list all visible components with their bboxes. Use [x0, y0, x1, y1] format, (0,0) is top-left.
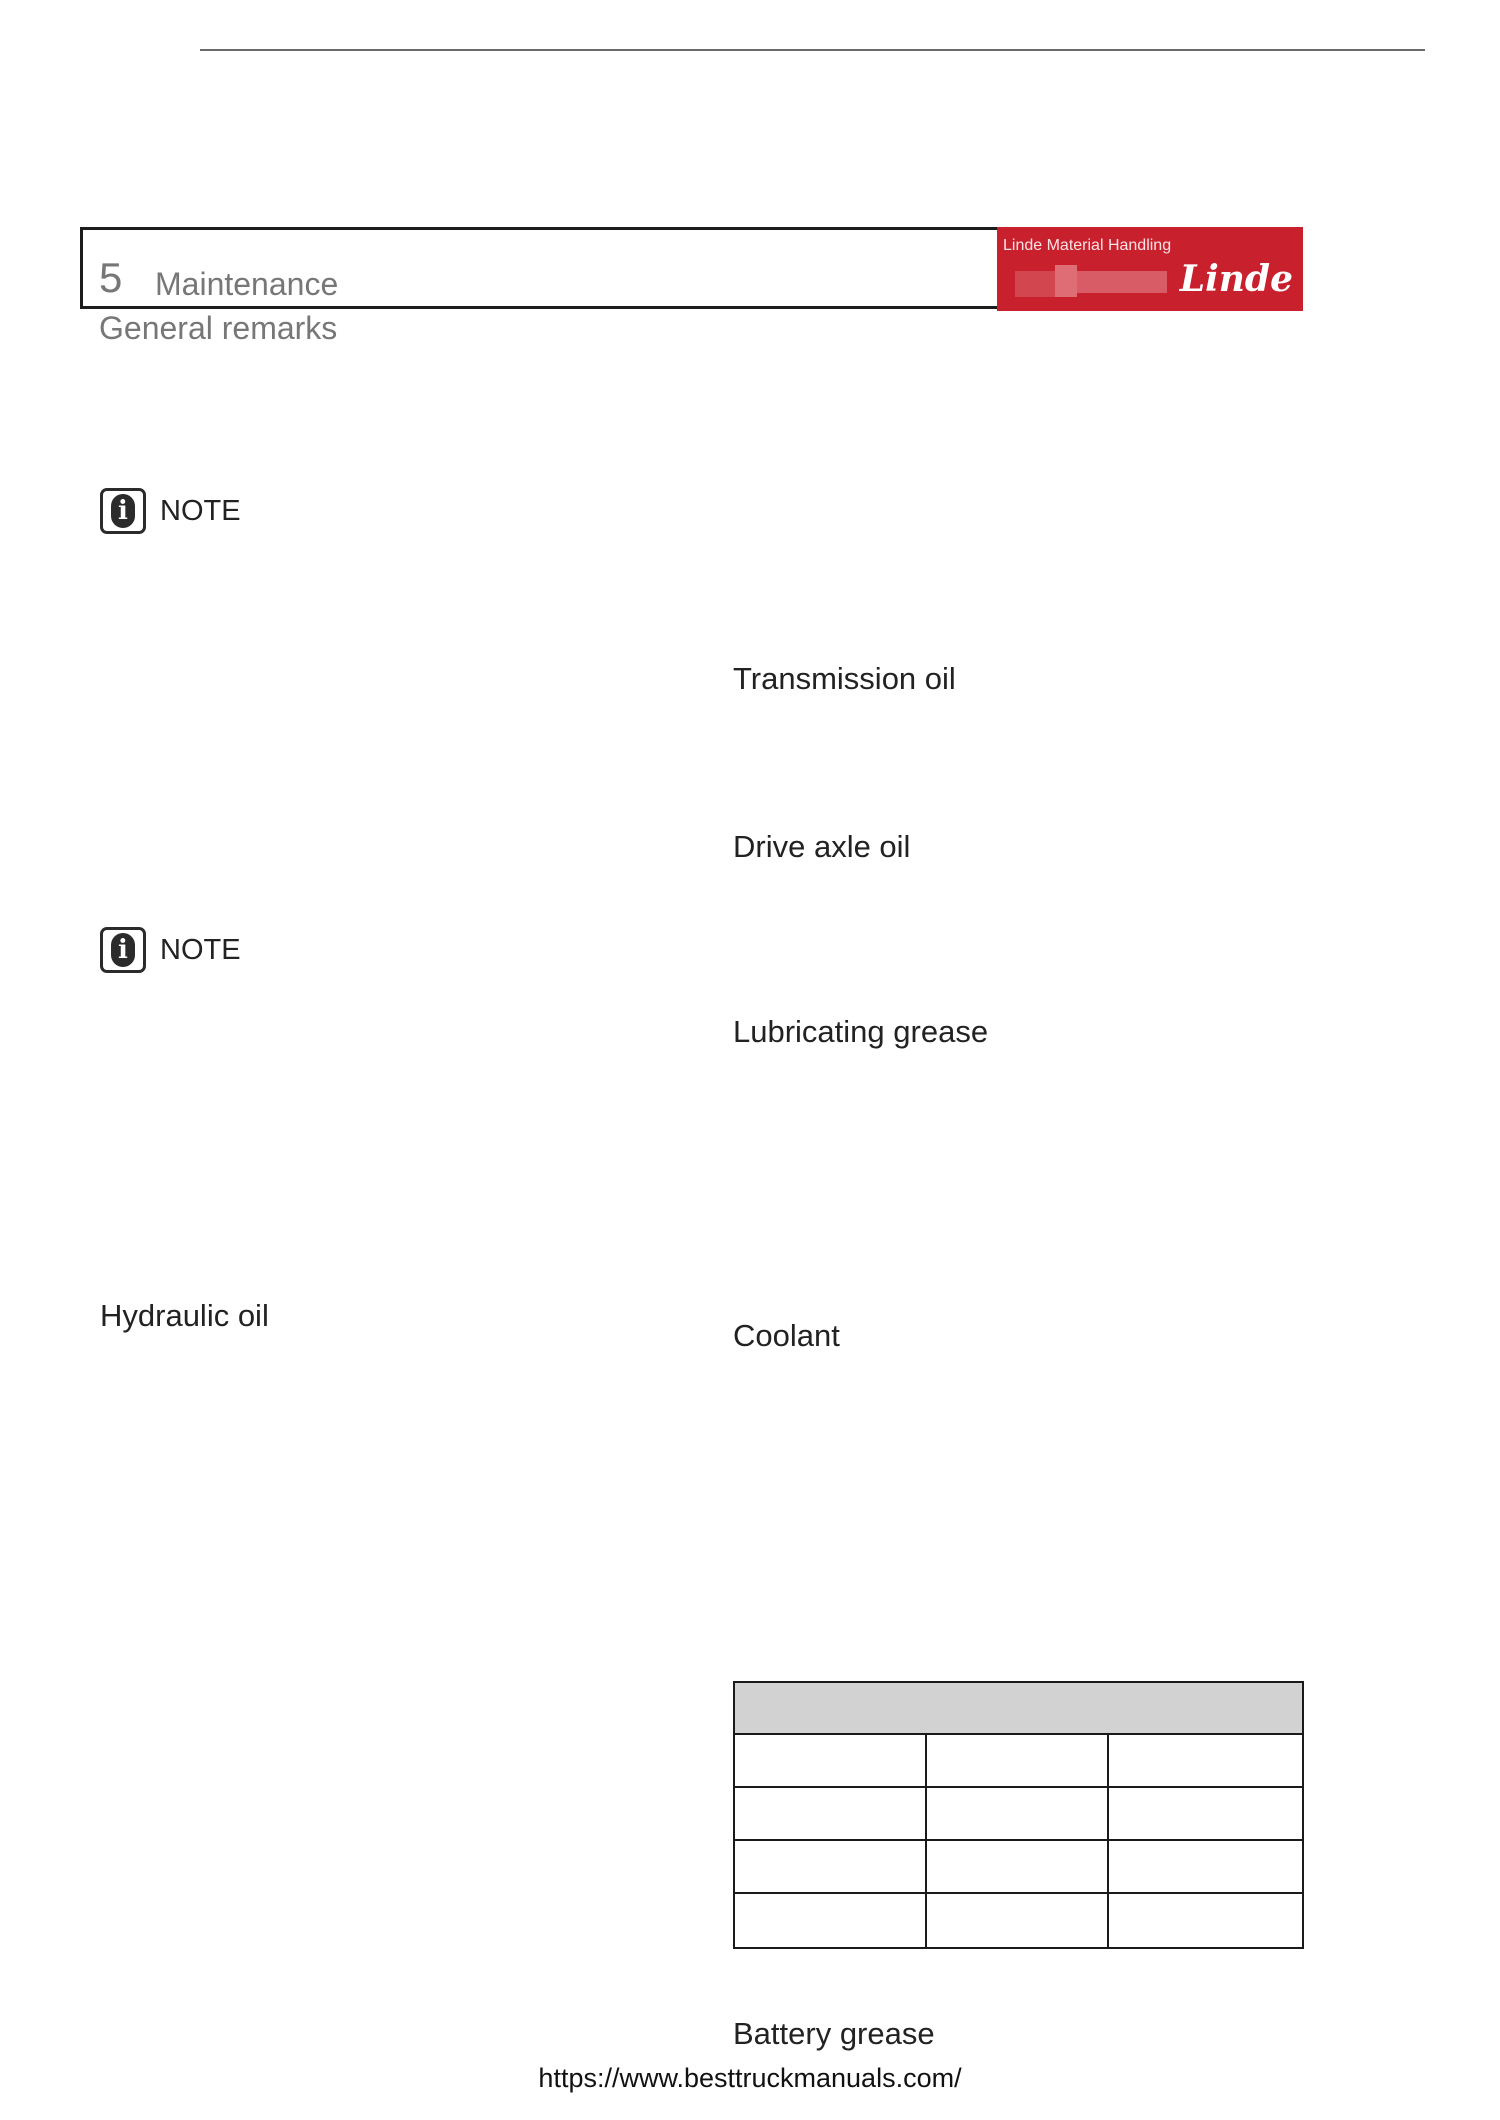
linde-brand-banner — [997, 227, 1303, 311]
coolant-table — [733, 1681, 1304, 1949]
table-row — [735, 1735, 1302, 1788]
table-cell — [1109, 1788, 1302, 1839]
info-icon: i — [100, 927, 146, 973]
table-cell — [1109, 1841, 1302, 1892]
table-cell — [1109, 1894, 1302, 1947]
heading-hydraulic-oil: Hydraulic oil — [100, 1298, 269, 1333]
table-cell — [735, 1735, 927, 1786]
brand-decor-block — [1015, 271, 1055, 297]
table-row — [735, 1894, 1302, 1947]
brand-decor-block — [1077, 271, 1167, 293]
table-cell — [927, 1788, 1109, 1839]
heading-lubricating-grease: Lubricating grease — [733, 1014, 989, 1049]
table-cell — [735, 1841, 927, 1892]
table-header-row — [735, 1683, 1302, 1735]
section-title: General remarks — [99, 310, 338, 346]
table-cell — [927, 1735, 1109, 1786]
note-callout — [100, 927, 241, 973]
table-cell — [735, 1788, 927, 1839]
heading-coolant: Coolant — [733, 1318, 840, 1353]
table-cell — [927, 1841, 1109, 1892]
heading-battery-grease: Battery grease — [733, 2016, 935, 2051]
table-cell — [927, 1894, 1109, 1947]
linde-logo: Linde — [1179, 258, 1293, 300]
note-label: NOTE — [160, 494, 241, 527]
table-row — [735, 1788, 1302, 1841]
top-rule — [200, 49, 1425, 51]
info-icon: i — [100, 488, 146, 534]
chapter-number: 5 — [99, 254, 123, 301]
footer-url[interactable]: https://www.besttruckmanuals.com/ — [538, 2063, 962, 2093]
note-label: NOTE — [160, 933, 241, 966]
heading-drive-axle-oil: Drive axle oil — [733, 829, 911, 864]
chapter-title: Maintenance — [155, 266, 339, 302]
table-cell — [735, 1894, 927, 1947]
heading-transmission-oil: Transmission oil — [733, 661, 956, 696]
brand-decor-block — [1055, 265, 1077, 297]
table-row — [735, 1841, 1302, 1894]
table-cell — [1109, 1735, 1302, 1786]
brand-subtitle: Linde Material Handling — [1003, 237, 1172, 254]
note-callout — [100, 488, 241, 534]
